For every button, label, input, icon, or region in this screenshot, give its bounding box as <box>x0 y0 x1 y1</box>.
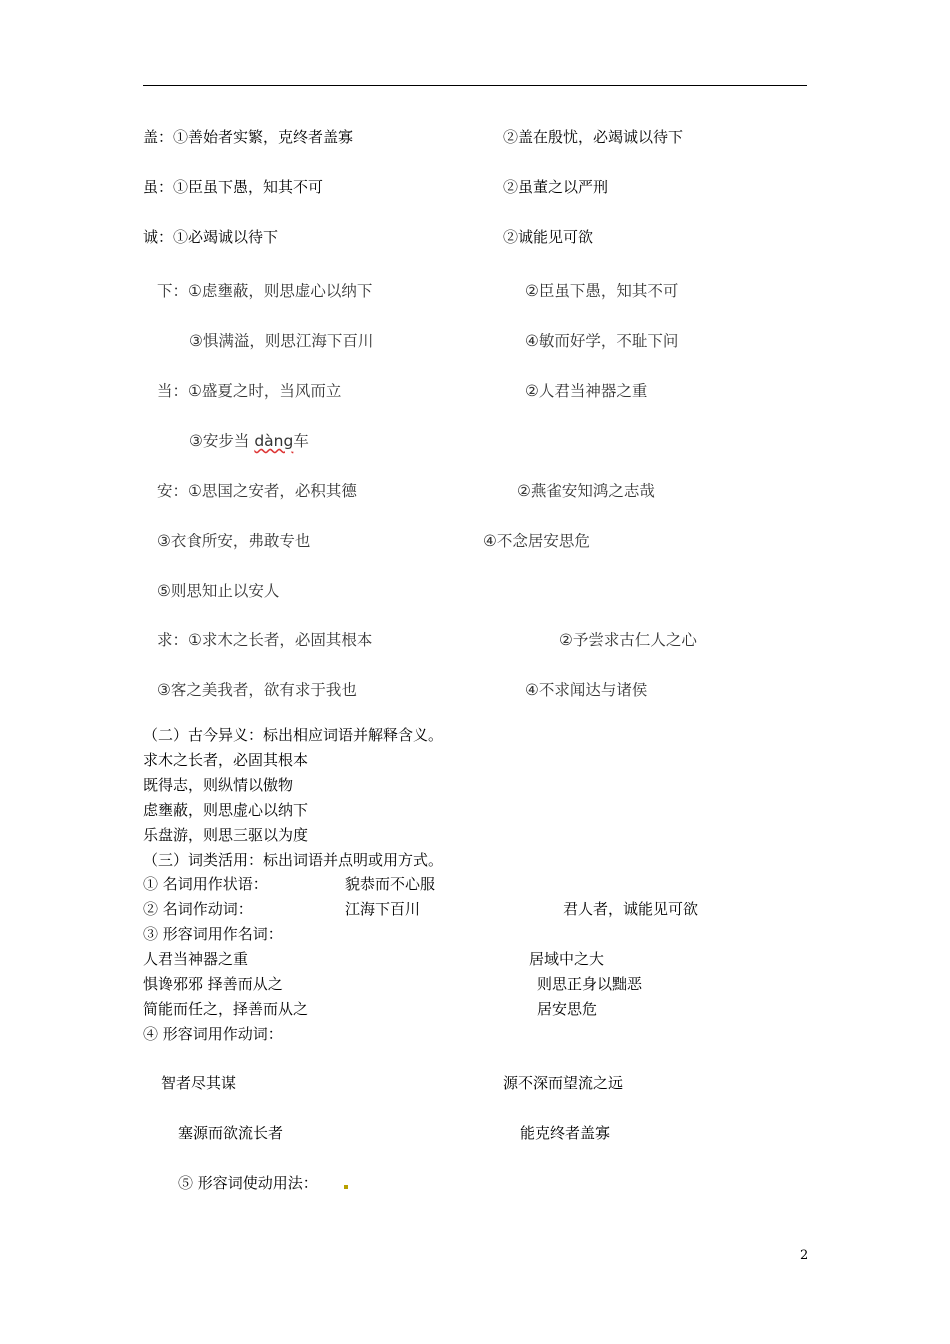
s3-left: 惧谗邪邪 择善而从之 <box>143 975 283 993</box>
s1-label: ① 名词用作状语： <box>143 875 268 893</box>
entry-dang2 <box>189 431 309 451</box>
entry-qiu2-left: ③客之美我者，欲有求于我也 <box>157 681 357 699</box>
section2-item: 求木之长者，必固其根本 <box>143 751 309 769</box>
entry-xia1-right: ②臣虽下愚，知其不可 <box>525 282 679 300</box>
pinyin-dang: dàng <box>254 432 294 450</box>
entry-qiu1-left: 求：①求木之长者，必固其根本 <box>157 631 373 649</box>
section2-item: 乐盘游，则思三驱以为度 <box>143 826 309 844</box>
entry-dang1-left: 当：①盛夏之时，当风而立 <box>157 382 342 400</box>
s5-label: ⑤ 形容词使动用法： <box>178 1174 318 1192</box>
entry-sui-left: 虽：①臣虽下愚，知其不可 <box>143 178 324 196</box>
s4-label: ④ 形容词用作动词： <box>143 1025 283 1043</box>
page-number: 2 <box>800 1248 809 1263</box>
entry-dang2-text: ③安步当 <box>189 432 250 450</box>
entry-dang2-after: 车 <box>293 432 309 450</box>
entry-qiu2-right: ④不求闻达与诸侯 <box>525 681 648 699</box>
s2-example-2: 君人者，诚能见可欲 <box>563 900 699 918</box>
section3-heading: （三）词类活用：标出词语并点明或用方式。 <box>143 851 444 869</box>
s4-right: 源不深而望流之远 <box>503 1074 624 1092</box>
entry-an3: ⑤则思知止以安人 <box>157 582 280 600</box>
s3-right: 则思正身以黜恶 <box>537 975 643 993</box>
entry-an2-left: ③衣食所安，弗敢专也 <box>157 532 311 550</box>
s4-left: 塞源而欲流长者 <box>178 1124 284 1142</box>
section2-item: 虑壅蔽，则思虚心以纳下 <box>143 801 309 819</box>
entry-an1-right: ②燕雀安知鸿之志哉 <box>517 482 655 500</box>
entry-xia1-left: 下：①虑壅蔽，则思虚心以纳下 <box>157 282 373 300</box>
stray-mark <box>344 1185 348 1189</box>
entry-an2-right: ④不念居安思危 <box>483 532 590 550</box>
entry-xia2-left: ③惧满溢，则思江海下百川 <box>189 332 374 350</box>
s3-left: 简能而任之，择善而从之 <box>143 1000 309 1018</box>
entry-cheng-right: ②诚能见可欲 <box>503 228 594 246</box>
s4-left: 智者尽其谋 <box>161 1074 237 1092</box>
header-rule <box>143 85 807 86</box>
entry-sui-right: ②虽董之以严刑 <box>503 178 609 196</box>
s2-label: ② 名词作动词： <box>143 900 253 918</box>
s2-example-1: 江海下百川 <box>345 900 421 918</box>
s1-example: 貌恭而不心服 <box>345 875 436 893</box>
entry-dang1-right: ②人君当神器之重 <box>525 382 648 400</box>
section2-item: 既得志，则纵情以傲物 <box>143 776 294 794</box>
s3-right: 居安思危 <box>537 1000 598 1018</box>
entry-gai-left: 盖：①善始者实繁，克终者盖寡 <box>143 128 354 146</box>
entry-qiu1-right: ②予尝求古仁人之心 <box>559 631 697 649</box>
s3-right: 居域中之大 <box>529 950 605 968</box>
entry-an1-left: 安：①思国之安者，必积其德 <box>157 482 357 500</box>
entry-xia2-right: ④敏而好学，不耻下问 <box>525 332 679 350</box>
entry-gai-right: ②盖在殷忧，必竭诚以待下 <box>503 128 684 146</box>
s3-label: ③ 形容词用作名词： <box>143 925 283 943</box>
s4-right: 能克终者盖寡 <box>520 1124 611 1142</box>
s3-left: 人君当神器之重 <box>143 950 249 968</box>
entry-cheng-left: 诚：①必竭诚以待下 <box>143 228 279 246</box>
section2-heading: （二）古今异义：标出相应词语并解释含义。 <box>143 726 444 744</box>
